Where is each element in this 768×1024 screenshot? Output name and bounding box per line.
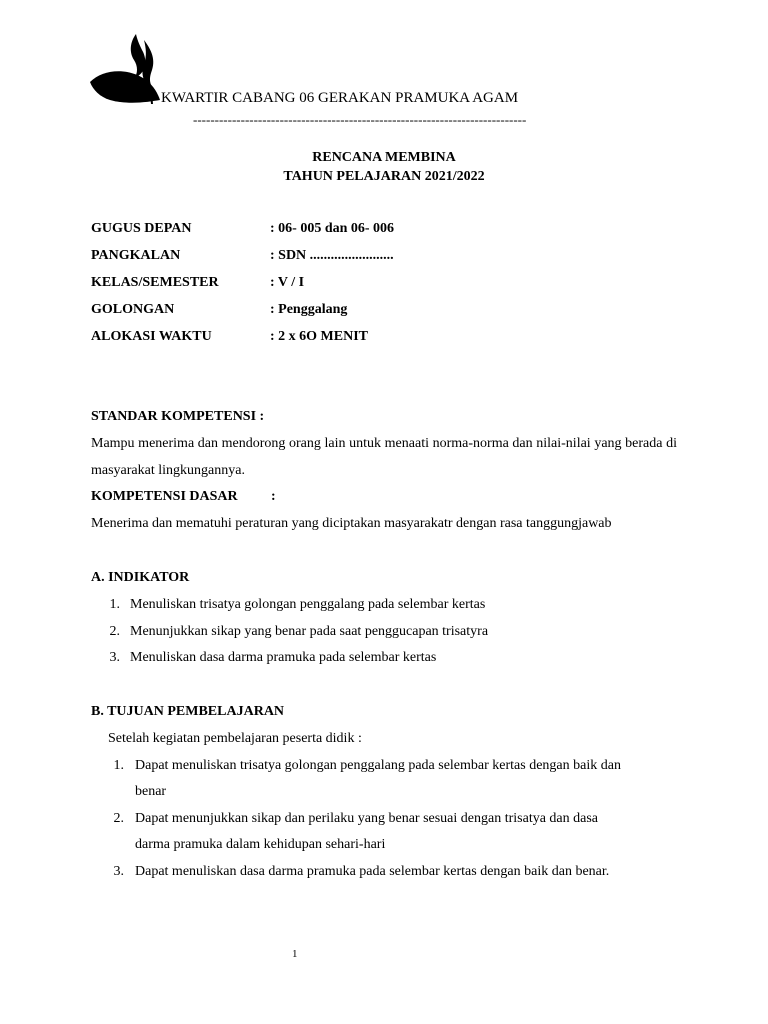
info-label-gugus-depan: GUGUS DEPAN — [91, 221, 192, 236]
indikator-number: 1. — [109, 597, 120, 612]
kompetensi-text: Menerima dan mematuhi peraturan yang diciptakan masyarakatr dengan rasa tanggungjawab — [91, 516, 612, 531]
info-value-pangkalan: : SDN ........................ — [270, 248, 394, 263]
indikator-item: Menunjukkan sikap yang benar pada saat penggucapan trisatyra — [130, 624, 489, 639]
kompetensi-colon: : — [271, 489, 276, 504]
tujuan-heading: B. TUJUAN PEMBELAJARAN — [91, 704, 285, 719]
organization-name: KWARTIR CABANG 06 GERAKAN PRAMUKA AGAM — [161, 90, 519, 106]
tujuan-item-line: Dapat menunjukkan sikap dan perilaku yang benar sesuai dengan trisatya dan dasa — [135, 811, 599, 826]
tujuan-item-line: Dapat menuliskan trisatya golongan penggalang pada selembar kertas dengan baik dan — [135, 758, 621, 773]
info-label-pangkalan: PANGKALAN — [91, 248, 181, 263]
tunas-kelapa-icon — [88, 28, 164, 106]
tujuan-number: 3. — [113, 864, 124, 879]
info-value-alokasi: : 2 x 6O MENIT — [270, 329, 368, 344]
page-number: 1 — [292, 948, 298, 960]
info-label-golongan: GOLONGAN — [91, 302, 175, 317]
kompetensi-heading: KOMPETENSI DASAR — [91, 489, 238, 504]
standar-heading: STANDAR KOMPETENSI : — [91, 409, 265, 424]
tujuan-item-line: benar — [135, 784, 167, 799]
info-value-golongan: : Penggalang — [270, 302, 348, 317]
tujuan-item-line: Dapat menuliskan dasa darma pramuka pada selembar kertas dengan baik dan benar. — [135, 864, 610, 879]
info-label-kelas: KELAS/SEMESTER — [91, 275, 219, 290]
indikator-item: Menuliskan dasa darma pramuka pada selembar kertas — [130, 650, 437, 665]
indikator-heading: A. INDIKATOR — [91, 570, 190, 585]
tujuan-item-line: darma pramuka dalam kehidupan sehari-hari — [135, 837, 386, 852]
tujuan-number: 2. — [113, 811, 124, 826]
tujuan-intro: Setelah kegiatan pembelajaran peserta didik : — [108, 731, 362, 746]
info-value-kelas: : V / I — [270, 275, 305, 290]
info-value-gugus-depan: : 06- 005 dan 06- 006 — [270, 221, 395, 236]
tujuan-number: 1. — [113, 758, 124, 773]
header-separator: ----------------------------------------------------------------------------- — [193, 112, 527, 127]
indikator-number: 2. — [109, 624, 120, 639]
indikator-item: Menuliskan trisatya golongan penggalang pada selembar kertas — [130, 597, 486, 612]
info-label-alokasi: ALOKASI WAKTU — [91, 329, 212, 344]
document-title: RENCANA MEMBINA — [312, 150, 456, 165]
document-subtitle: TAHUN PELAJARAN 2021/2022 — [283, 169, 485, 184]
standar-text: Mampu menerima dan mendorong orang lain untuk menaati norma-norma dan nilai-nilai yang berada di masyarakat lingkungannya. — [91, 436, 677, 478]
indikator-number: 3. — [109, 650, 120, 665]
